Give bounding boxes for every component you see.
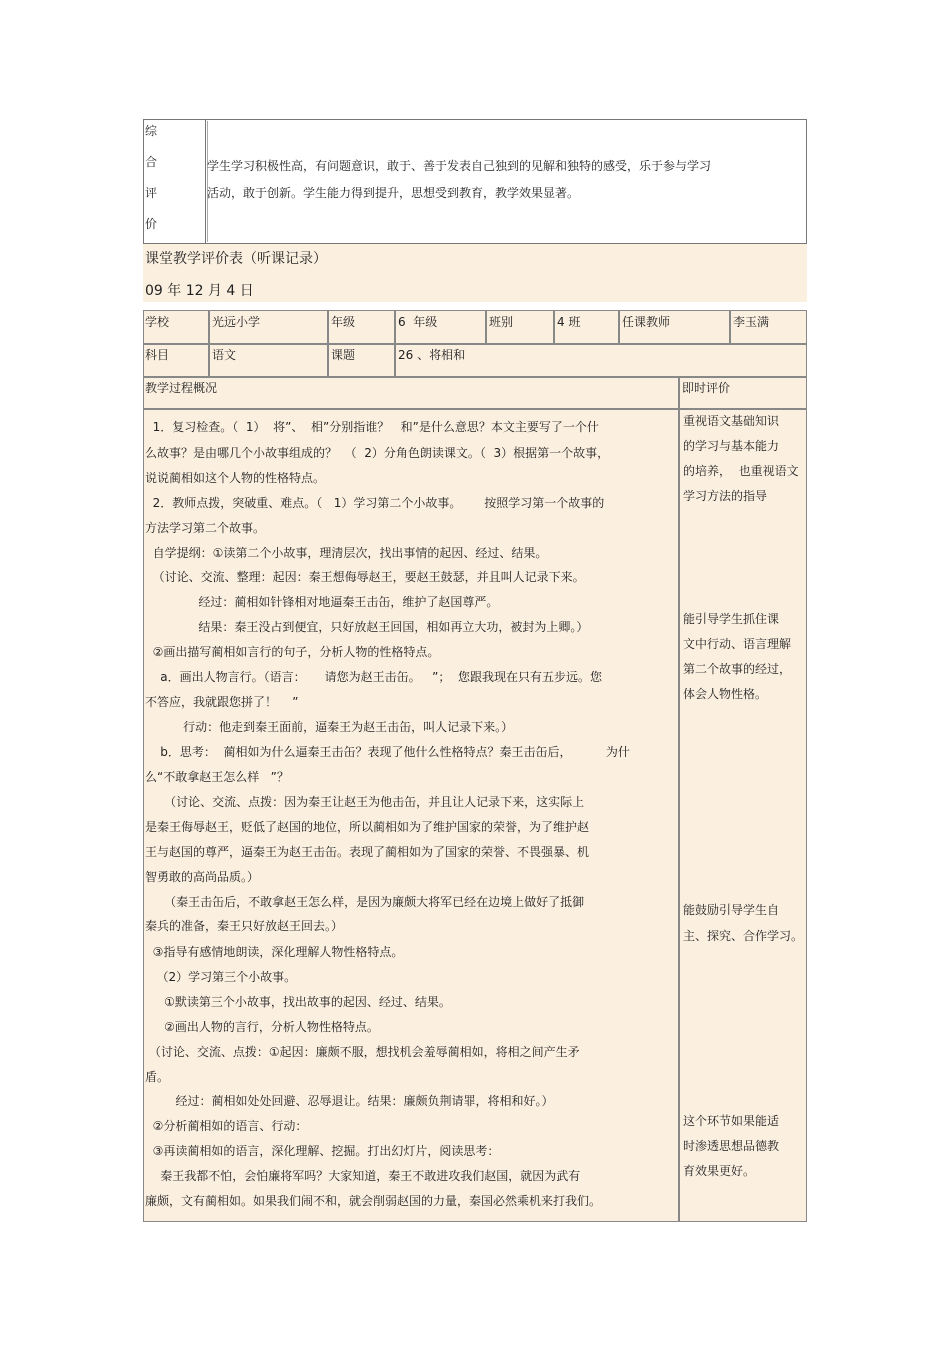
school-label: 学校 xyxy=(145,315,170,329)
process-line: ③再读蔺相如的语言，深化理解、挖掘。打出幻灯片，阅读思考： xyxy=(145,1144,500,1158)
comprehensive-text-line: 活动，敢于创新。学生能力得到提升，思想受到教育，教学效果显著。 xyxy=(207,186,580,200)
process-line: 1．复习检查。（ 1） 将”、 相”分别指谁？ 和”是什么意思？本文主要写了一个什 xyxy=(145,420,599,434)
process-line: 智勇敢的高尚品质。） xyxy=(145,870,260,884)
column-divider xyxy=(205,119,206,244)
form-title: 课堂教学评价表（听课记录） xyxy=(145,251,327,267)
subject-label: 科目 xyxy=(145,348,170,362)
process-line: a．画出人物言行。（语言： 请您为赵王击缶。 ”； 您跟我现在只有五步远。您 xyxy=(145,670,602,684)
process-header-cell xyxy=(143,377,679,409)
evaluation-line: 这个环节如果能适 xyxy=(683,1114,780,1128)
comprehensive-label-char: 合 xyxy=(145,155,158,169)
process-line: 秦兵的准备，秦王只好放赵王回去。） xyxy=(145,919,344,933)
process-line: 经过：蔺相如处处回避、忍辱退让。结果：廉颇负荆请罪，将相和好。） xyxy=(145,1094,554,1108)
class-label: 班别 xyxy=(489,315,514,329)
evaluation-line: 重视语文基础知识 xyxy=(683,414,780,428)
evaluation-line: 的学习与基本能力 xyxy=(683,439,780,453)
evaluation-line: 体会人物性格。 xyxy=(683,687,768,701)
teacher-label: 任课教师 xyxy=(622,315,671,329)
process-line: 么故事？是由哪几个小故事组成的？ （ 2）分角色朗读课文。（ 3）根据第一个故事， xyxy=(145,446,610,460)
process-line: 是秦王侮辱赵王，贬低了赵国的地位，所以蔺相如为了维护国家的荣誉，为了维护赵 xyxy=(145,820,590,834)
topic-value: 26 、将相和 xyxy=(398,348,466,362)
process-line: （讨论、交流、点拨：因为秦王让赵王为他击缶，并且让人记录下来，这实际上 xyxy=(145,795,585,809)
school-value: 光远小学 xyxy=(212,315,261,329)
evaluation-line: 能引导学生抓住课 xyxy=(683,612,780,626)
evaluation-line: 学习方法的指导 xyxy=(683,489,768,503)
evaluation-line: 的培养， 也重视语文 xyxy=(683,464,799,478)
evaluation-line: 时渗透思想品德教 xyxy=(683,1139,780,1153)
process-header: 教学过程概况 xyxy=(145,381,218,395)
grade-label: 年级 xyxy=(331,315,356,329)
evaluation-line: 能鼓励引导学生自 xyxy=(683,903,780,917)
process-line: （讨论、交流、点拨：①起因：廉颇不服，想找机会羞辱蔺相如，将相之间产生矛 xyxy=(145,1045,580,1059)
process-line: 王与赵国的尊严，逼秦王为赵王击缶。表现了蔺相如为了国家的荣誉、不畏强暴、机 xyxy=(145,845,590,859)
process-line: 廉颇，文有蔺相如。如果我们闹不和，就会削弱赵国的力量，秦国必然乘机来打我们。 xyxy=(145,1194,602,1208)
comprehensive-label-char: 综 xyxy=(145,124,158,138)
process-line: 2．教师点拨，突破重、难点。（ 1）学习第二个小故事。 按照学习第一个故事的 xyxy=(145,496,605,510)
evaluation-line: 主、探究、合作学习。 xyxy=(683,929,804,943)
column-divider xyxy=(207,121,208,242)
evaluation-line: 文中行动、语言理解 xyxy=(683,637,792,651)
process-line: 说说蔺相如这个人物的性格特点。 xyxy=(145,471,326,485)
process-line: 盾。 xyxy=(145,1070,170,1084)
process-line: 自学提纲：①读第二个小故事，理清层次，找出事情的起因、经过、结果。 xyxy=(145,546,548,560)
process-line: 行动：他走到秦王面前，逼秦王为赵王击缶，叫人记录下来。） xyxy=(145,720,514,734)
process-line: 方法学习第二个故事。 xyxy=(145,521,266,535)
class-value: 4 班 xyxy=(557,315,581,329)
process-line: 经过：蔺相如针锋相对地逼秦王击缶，维护了赵国尊严。 xyxy=(145,595,499,609)
evaluation-line: 育效果更好。 xyxy=(683,1164,756,1178)
process-line: （秦王击缶后，不敢拿赵王怎么样，是因为廉颇大将军已经在边境上做好了抵御 xyxy=(145,895,585,909)
process-line: ③指导有感情地朗读，深化理解人物性格特点。 xyxy=(145,945,404,959)
evaluation-body-cell xyxy=(679,409,807,1222)
process-line: 秦王我都不怕，会怕廉将军吗？大家知道，秦王不敢进攻我们赵国，就因为武有 xyxy=(145,1169,581,1183)
process-line: ②画出描写蔺相如言行的句子，分析人物的性格特点。 xyxy=(145,645,440,659)
process-line: b．思考： 蔺相如为什么逼秦王击缶？表现了他什么性格特点？秦王击缶后， 为什 xyxy=(145,745,630,759)
evaluation-header: 即时评价 xyxy=(682,381,731,395)
process-line: （讨论、交流、整理：起因：秦王想侮辱赵王，要赵王鼓瑟，并且叫人记录下来。 xyxy=(145,570,585,584)
process-line: ①默读第三个小故事，找出故事的起因、经过、结果。 xyxy=(145,995,451,1009)
evaluation-line: 第二个故事的经过， xyxy=(683,662,792,676)
comprehensive-evaluation-box xyxy=(143,119,807,244)
form-date: 09 年 12 月 4 日 xyxy=(145,283,254,299)
comprehensive-label-char: 评 xyxy=(145,186,158,200)
process-line: 不答应，我就跟您拼了！ ” xyxy=(145,695,299,709)
process-line: （2）学习第三个小故事。 xyxy=(145,970,297,984)
subject-value: 语文 xyxy=(212,348,237,362)
process-line: 么“不敢拿赵王怎么样 ”？ xyxy=(145,770,289,784)
grade-value: 6 年级 xyxy=(398,315,438,329)
comprehensive-text-line: 学生学习积极性高，有问题意识，敢于、善于发表自己独到的见解和独特的感受，乐于参与学习 xyxy=(207,159,712,173)
process-line: 结果：秦王没占到便宜，只好放赵王回国，相如再立大功，被封为上卿。） xyxy=(145,620,589,634)
process-line: ②画出人物的言行，分析人物性格特点。 xyxy=(145,1020,379,1034)
process-line: ②分析蔺相如的语言、行动： xyxy=(145,1119,308,1133)
teacher-value: 李玉满 xyxy=(733,315,770,329)
comprehensive-label-char: 价 xyxy=(145,217,158,231)
topic-label: 课题 xyxy=(331,348,356,362)
